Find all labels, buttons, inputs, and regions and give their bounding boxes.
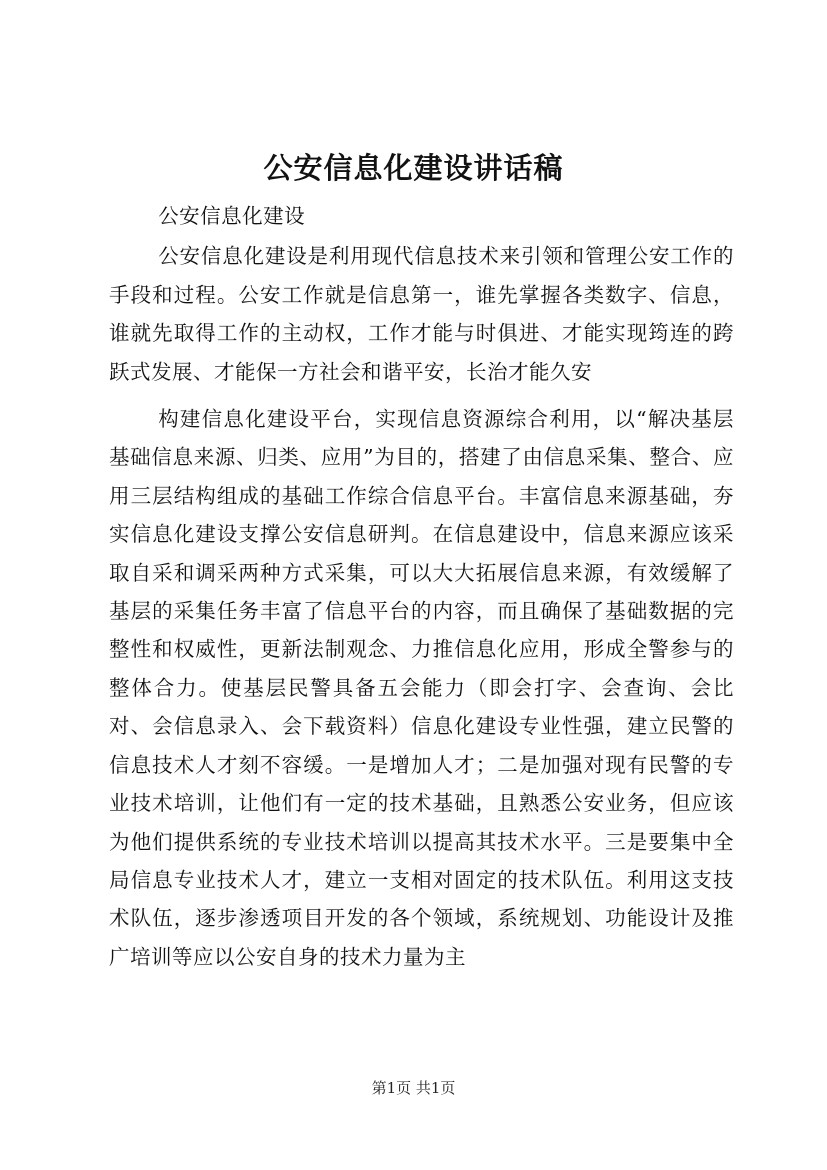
section-heading: 公安信息化建设 (158, 204, 306, 228)
document-title: 公安信息化建设讲话稿 (263, 151, 564, 185)
body-paragraph: 构建信息化建设平台，实现信息资源综合利用，以“解决基层基础信息来源、归类、应用”为目的，搭建了由信息采集、整合、应用三层结构组成的基础工作综合信息平台。丰富信息来源基础，夯实信息化建设支撑公安信息研判。在信息建设中，信息来源应该采取自采和调采两种方式采集，可以大大拓展信息来源，有效缓解了基层的采集任务丰富了信息平台的内容，而且确保了基础数据的完整性和权威性，更新法制观念、力推信息化应用，形成全警参与的整体合力。使基层民警具备五会能力（即会打字、会查询、会比对、会信息录入、会下载资料）信息化建设专业性强，建立民警的信息技术人才刻不容缓。一是增加人才；二是加强对现有民警的专业技术培训，让他们有一定的技术基础，且熟悉公安业务，但应该为他们提供系统的专业技术培训以提高其技术水平。三是要集中全局信息专业技术人才，建立一支相对固定的技术队伍。利用这支技术队伍，逐步渗透项目开发的各个领域，系统规划、功能设计及推广培训等应以公安自身的技术力量为主 (109, 407, 734, 969)
document-body (109, 197, 734, 976)
page-number-label: 第1页 共1页 (371, 1079, 456, 1097)
body-paragraph: 公安信息化建设是利用现代信息技术来引领和管理公安工作的手段和过程。公安工作就是信息第一，谁先掌握各类数字、信息，谁就先取得工作的主动权，工作才能与时俱进、才能实现筠连的跨跃式发展、才能保一方社会和谐平安，长治才能久安 (109, 244, 734, 384)
page-footer (0, 1078, 827, 1098)
